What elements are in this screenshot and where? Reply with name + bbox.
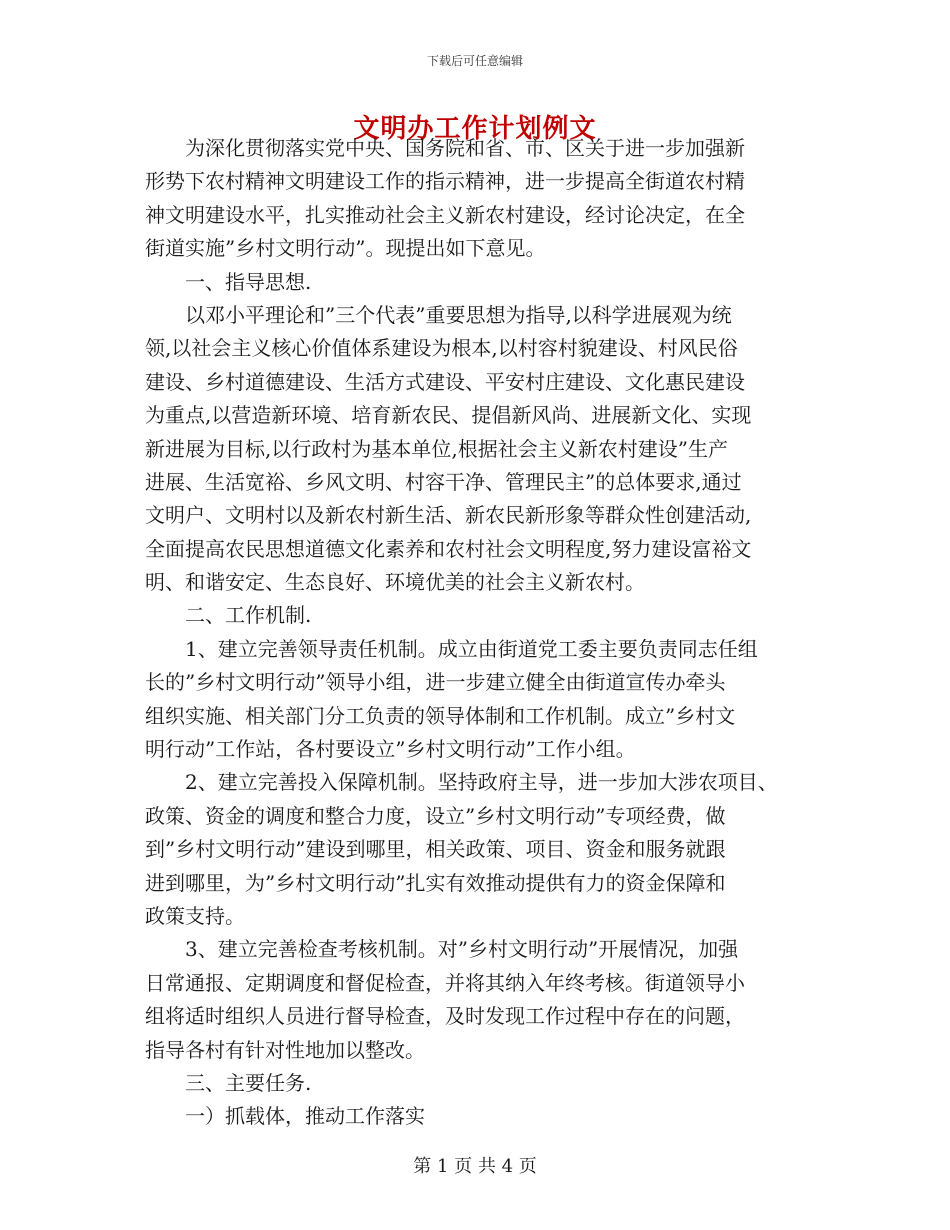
body-line: 三、主要任务. — [145, 1070, 312, 1095]
page-header-note: 下载后可任意编辑 — [426, 54, 523, 68]
body-line: 为深化贯彻落实党中央、国务院和省、市、区关于进一步加强新 — [145, 136, 745, 160]
body-line: 到”乡村文明行动”建设到哪里，相关政策、项目、资金和服务就跟 — [145, 837, 726, 862]
document-title: 文明办工作计划例文 — [353, 114, 597, 144]
body-line: 一）抓载体，推动工作落实 — [145, 1104, 425, 1129]
body-line: 全面提高农民思想道德文化素养和农村社会文明程度,努力建设富裕文 — [145, 536, 752, 561]
document-body — [145, 132, 810, 1134]
body-line: 1、建立完善领导责任机制。成立由街道党工委主要负责同志任组 — [145, 636, 758, 661]
body-line: 指导各村有针对性地加以整改。 — [145, 1037, 425, 1062]
body-line: 为重点,以营造新环境、培育新农民、提倡新风尚、进展新文化、实现 — [145, 403, 752, 428]
body-line: 神文明建设水平，扎实推动社会主义新农村建设，经讨论决定，在全 — [145, 202, 745, 227]
body-line: 一、指导思想. — [145, 269, 312, 294]
page-footer: 第 1 页 共 4 页 — [413, 1156, 537, 1177]
body-line: 明行动”工作站，各村要设立”乡村文明行动”工作小组。 — [145, 737, 636, 762]
body-line: 进展、生活宽裕、乡风文明、村容干净、管理民主”的总体要求,通过 — [145, 469, 742, 494]
body-line: 以邓小平理论和”三个代表”重要思想为指导,以科学进展观为统 — [145, 302, 732, 327]
body-line: 政策支持。 — [145, 903, 245, 928]
body-line: 二、工作机制. — [145, 603, 312, 628]
body-line: 组将适时组织人员进行督导检查，及时发现工作过程中存在的问题， — [145, 1004, 745, 1029]
body-line: 2、建立完善投入保障机制。坚持政府主导，进一步加大涉农项目、 — [145, 770, 778, 795]
body-line: 组织实施、相关部门分工负责的领导体制和工作机制。成立”乡村文 — [145, 703, 736, 728]
body-line: 新进展为目标,以行政村为基本单位,根据社会主义新农村建设”生产 — [145, 436, 728, 461]
body-line: 形势下农村精神文明建设工作的指示精神，进一步提高全街道农村精 — [145, 169, 745, 194]
body-line: 领,以社会主义核心价值体系建设为根本,以村容村貌建设、村风民俗 — [145, 336, 738, 361]
body-line: 建设、乡村道德建设、生活方式建设、平安村庄建设、文化惠民建设 — [145, 369, 745, 394]
body-line: 街道实施”乡村文明行动”。现提出如下意见。 — [145, 236, 546, 261]
body-line: 明、和谐安定、生态良好、环境优美的社会主义新农村。 — [145, 570, 645, 595]
body-line: 日常通报、定期调度和督促检查，并将其纳入年终考核。街道领导小 — [145, 970, 745, 995]
body-line: 政策、资金的调度和整合力度，设立”乡村文明行动”专项经费，做 — [145, 803, 726, 828]
body-line: 3、建立完善检查考核机制。对”乡村文明行动”开展情况，加强 — [145, 937, 739, 962]
body-line: 进到哪里，为”乡村文明行动”扎实有效推动提供有力的资金保障和 — [145, 870, 726, 895]
body-line: 文明户、文明村以及新农村新生活、新农民新形象等群众性创建活动, — [145, 503, 752, 528]
body-line: 长的”乡村文明行动”领导小组，进一步建立健全由街道宣传办牵头 — [145, 670, 726, 695]
